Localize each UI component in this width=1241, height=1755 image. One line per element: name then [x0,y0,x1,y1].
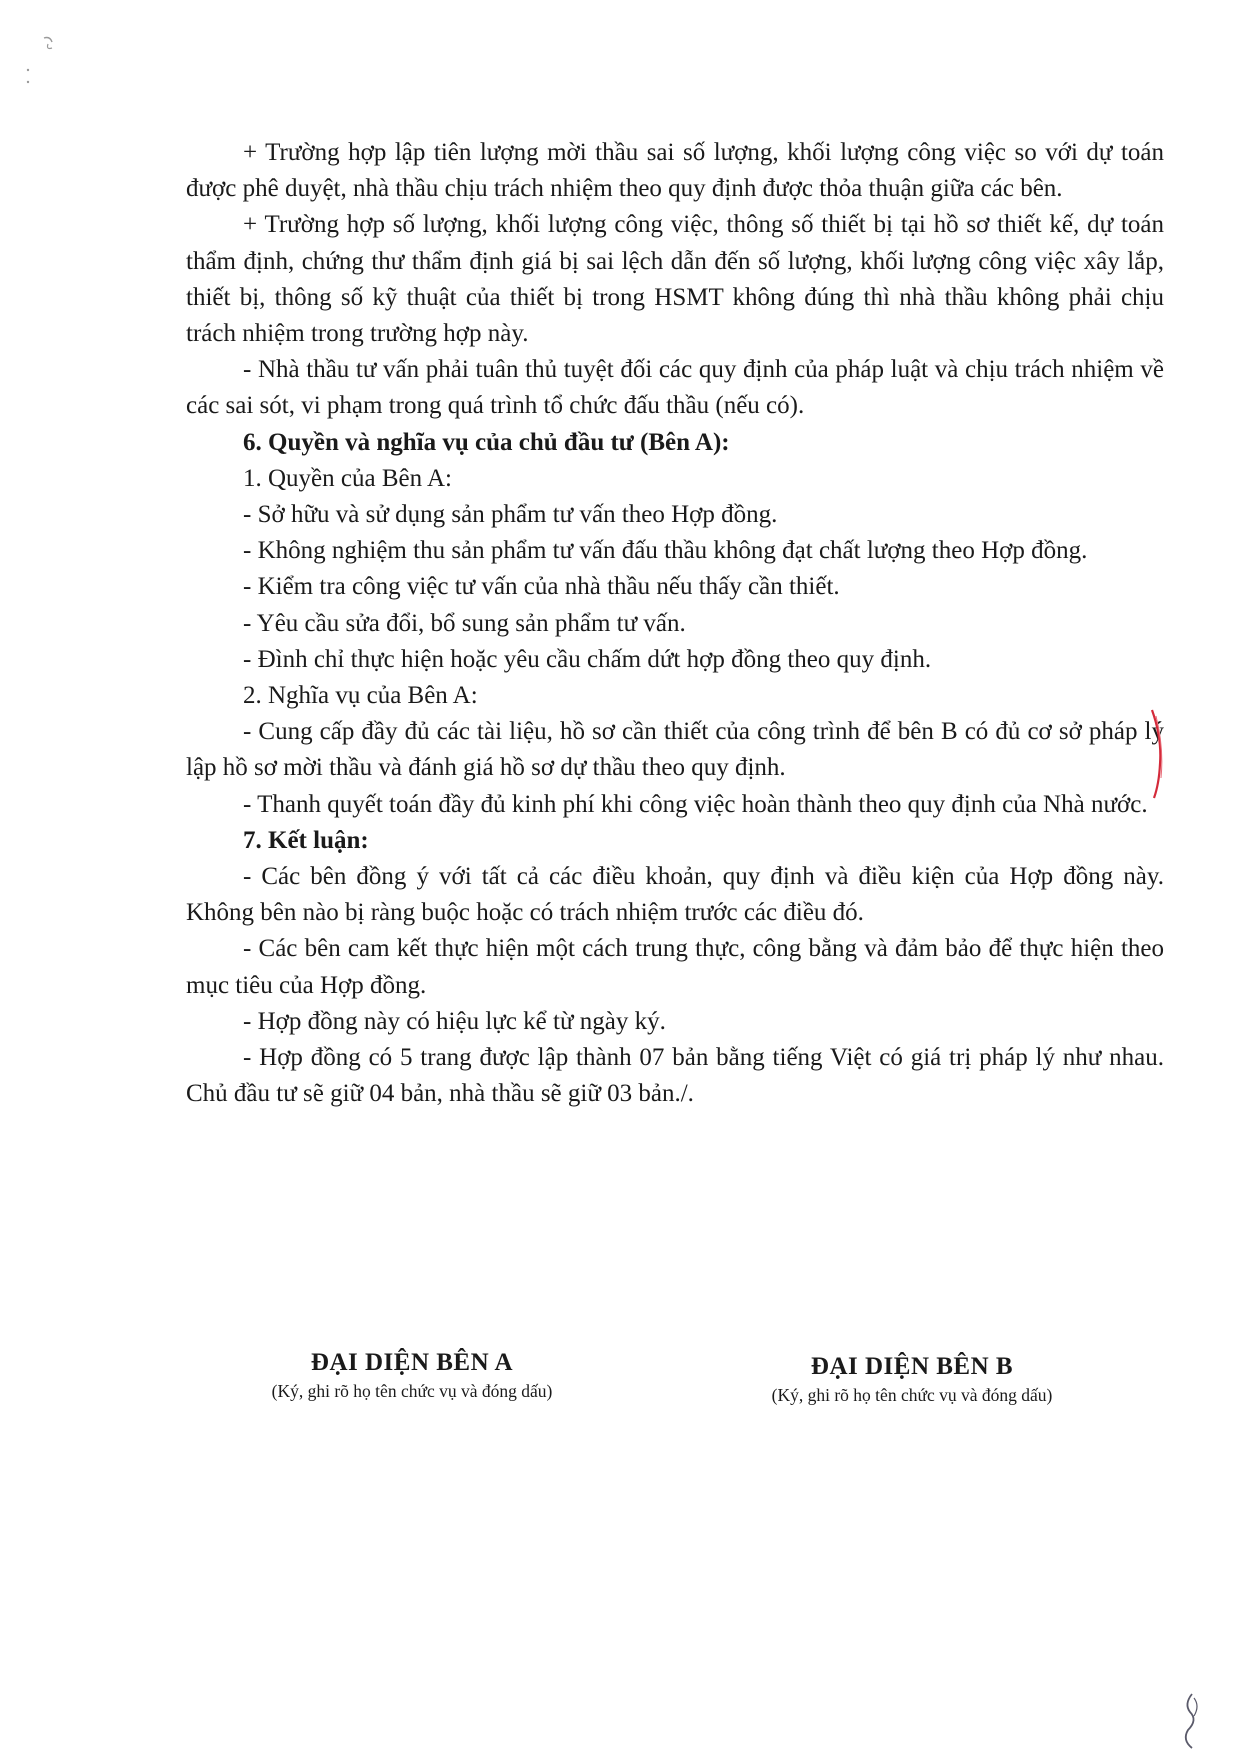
paragraph: + Trường hợp số lượng, khối lượng công việc, thông số thiết bị tại hồ sơ thiết kế, dự toán thẩm định, chứng thư thẩm định giá bị sai lệch dẫn đến số lượng, khối lượng công việc xây lắp, thiết bị, thông số kỹ thuật của thiết bị trong HSMT không đúng thì nhà thầu không phải chịu trách nhiệm trong trường hợp này. [186,211,1164,348]
signature-section [186,1347,1164,1417]
document-body [186,135,1164,1112]
paragraph: - Đình chỉ thực hiện hoặc yêu cầu chấm dứt hợp đồng theo quy định. [243,645,932,673]
red-bracket-mark [1148,708,1168,800]
paragraph: - Không nghiệm thu sản phẩm tư vấn đấu thầu không đạt chất lượng theo Hợp đồng. [243,537,1088,565]
paragraph: - Kiểm tra công việc tư vấn của nhà thầu nếu thấy cần thiết. [243,573,840,601]
subheading-rights: 1. Quyền của Bên A: [243,464,452,492]
section-heading-6: 6. Quyền và nghĩa vụ của chủ đầu tư (Bên A): [243,428,730,456]
corner-scribble-mark [22,30,66,90]
signature-party-a [222,1347,602,1403]
signature-title-a: ĐẠI DIỆN BÊN A [310,1349,514,1376]
paragraph: - Cung cấp đầy đủ các tài liệu, hồ sơ cần thiết của công trình để bên B có đủ cơ sở pháp lý lập hồ sơ mời thầu và đánh giá hồ sơ dự thầu theo quy định. [186,718,1164,782]
paragraph: - Nhà thầu tư vấn phải tuân thủ tuyệt đối các quy định của pháp luật và chịu trách nhiệm về các sai sót, vi phạm trong quá trình tổ chức đấu thầu (nếu có). [186,356,1164,420]
signature-note-b: (Ký, ghi rõ họ tên chức vụ và đóng dấu) [771,1385,1053,1405]
paragraph: - Các bên đồng ý với tất cả các điều khoản, quy định và điều kiện của Hợp đồng này. Không bên nào bị ràng buộc hoặc có trách nhiệm trước các điều đó. [186,863,1164,927]
paragraph: - Các bên cam kết thực hiện một cách trung thực, công bằng và đảm bảo để thực hiện theo mục tiêu của Hợp đồng. [186,935,1164,999]
section-heading-7: 7. Kết luận: [243,826,369,854]
paragraph: - Hợp đồng này có hiệu lực kể từ ngày ký. [243,1007,666,1035]
paragraph: - Yêu cầu sửa đổi, bổ sung sản phẩm tư vấn. [243,609,686,637]
initial-scribble-mark [1178,1690,1208,1750]
paragraph: + Trường hợp lập tiên lượng mời thầu sai số lượng, khối lượng công việc so với dự toán được phê duyệt, nhà thầu chịu trách nhiệm theo quy định được thỏa thuận giữa các bên. [186,139,1164,203]
signature-title-b: ĐẠI DIỆN BÊN B [810,1353,1014,1380]
signature-note-a: (Ký, ghi rõ họ tên chức vụ và đóng dấu) [271,1381,553,1401]
paragraph: - Hợp đồng có 5 trang được lập thành 07 bản bằng tiếng Việt có giá trị pháp lý như nhau. Chủ đầu tư sẽ giữ 04 bản, nhà thầu sẽ giữ 03 bản./. [186,1044,1164,1108]
paragraph: - Sở hữu và sử dụng sản phẩm tư vấn theo Hợp đồng. [243,501,778,529]
signature-party-b [722,1351,1102,1407]
paragraph: - Thanh quyết toán đầy đủ kinh phí khi công việc hoàn thành theo quy định của Nhà nước. [243,790,1148,818]
subheading-obligations: 2. Nghĩa vụ của Bên A: [243,682,478,710]
